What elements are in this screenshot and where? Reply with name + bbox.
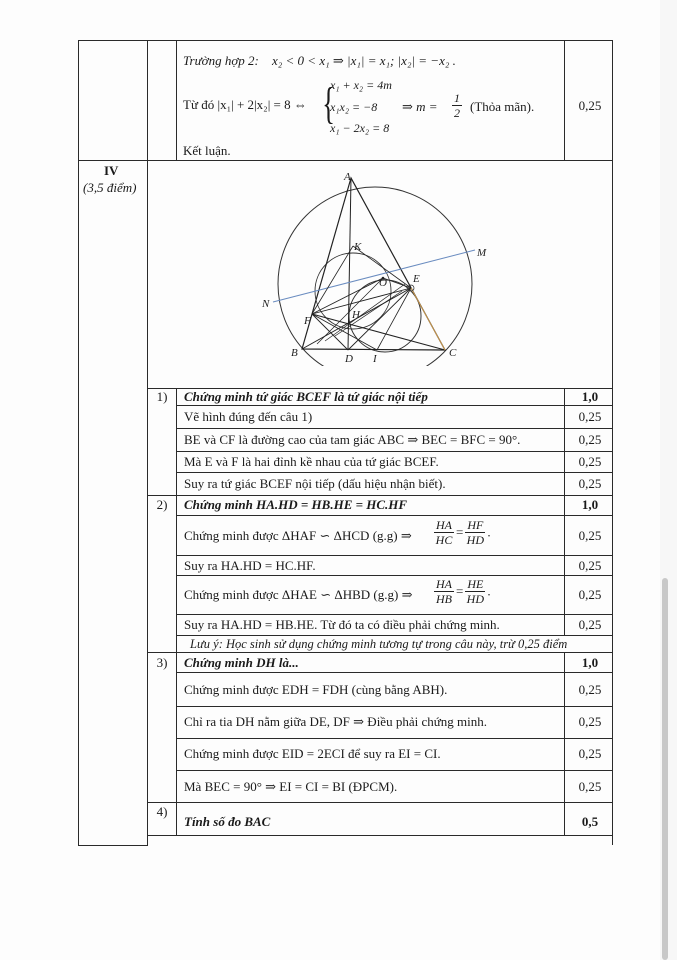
- label-o: O: [379, 277, 387, 289]
- label-h: H: [352, 309, 360, 321]
- q3-row-3-points: 0,25: [578, 746, 602, 761]
- result-prefix: ⇒ m =: [402, 99, 438, 114]
- case2-equation: Từ đó |x₁| + 2|x₂| = 8 ⇔: [183, 97, 307, 112]
- case2-label: Trường hợp 2:: [183, 53, 259, 68]
- q2-row-2: Suy ra HA.HD = HC.HF.: [184, 558, 316, 573]
- q2-note: Lưu ý: Học sinh sử dụng chứng minh tương tự trong câu này, trừ 0,25 điểm: [190, 637, 568, 651]
- q1-number: 1): [156, 389, 168, 404]
- q1-row-2-points: 0,25: [578, 432, 602, 447]
- q2-row-1-points: 0,25: [578, 528, 602, 543]
- q1-title-points: 1,0: [581, 389, 599, 404]
- q3-row-4: Mà BEC = 90° ⇒ EI = CI = BI (ĐPCM).: [184, 779, 398, 794]
- circumcircle: [278, 187, 472, 366]
- label-d: D: [345, 353, 353, 365]
- q2-row-4-points: 0,25: [578, 617, 602, 632]
- section-number: IV: [104, 163, 119, 178]
- q2-row-1-fractions: $\frac{HA}{HC}$ = $\frac{HF}{HD}$ .: [435, 518, 491, 547]
- q2-row-3: Chứng minh được ΔHAE ∽ ΔHBD (g.g) ⇒: [184, 587, 413, 602]
- q1-row-2: BE và CF là đường cao của tam giác ABC ⇒ BEC = BFC = 90°.: [184, 432, 521, 447]
- label-f: F: [304, 315, 311, 327]
- label-k: K: [354, 241, 362, 253]
- system-eq-1: x₁ + x₂ = 4m: [330, 78, 392, 92]
- q3-row-2: Chỉ ra tia DH nằm giữa DE, DF ⇒ Điều phải chứng minh.: [184, 714, 487, 729]
- q3-number: 3): [156, 655, 168, 670]
- q1-row-1-points: 0,25: [578, 409, 602, 424]
- q3-title: Chứng minh DH là...: [184, 655, 299, 670]
- result-suffix: (Thỏa mãn).: [470, 99, 535, 114]
- case2-points: 0,25: [578, 98, 602, 113]
- triangle-abc: [302, 178, 445, 350]
- q4-title-points: 0,5: [581, 814, 599, 829]
- q3-row-4-points: 0,25: [578, 779, 602, 794]
- q2-row-3-points: 0,25: [578, 587, 602, 602]
- label-m: M: [477, 247, 487, 259]
- q1-row-4: Suy ra tứ giác BCEF nội tiếp (dấu hiệu nhận biết).: [184, 476, 446, 491]
- q2-row-4: Suy ra HA.HD = HB.HE. Từ đó ta có điều phải chứng minh.: [184, 617, 500, 632]
- system-eq-2: x₁x₂ = −8: [330, 100, 378, 114]
- label-e: E: [413, 273, 420, 285]
- q4-number: 4): [156, 804, 168, 819]
- q3-row-1: Chứng minh được EDH = FDH (cùng bằng ABH).: [184, 682, 448, 697]
- label-a: A: [344, 171, 351, 183]
- q1-row-3: Mà E và F là hai đỉnh kề nhau của tứ giác BCEF.: [184, 454, 439, 469]
- q3-row-2-points: 0,25: [578, 714, 602, 729]
- result-fraction: $\frac{1}{2}$: [454, 91, 460, 120]
- q1-row-1: Vẽ hình đúng đến câu 1): [184, 409, 313, 424]
- system-brace: {: [322, 79, 335, 128]
- q2-title: Chứng minh HA.HD = HB.HE = HC.HF: [184, 497, 408, 512]
- case2-conclusion: Kết luận.: [183, 143, 231, 158]
- geometry-diagram: [255, 166, 505, 366]
- q3-row-3: Chứng minh được EID = 2ECI để suy ra EI = CI.: [184, 746, 441, 761]
- q2-title-points: 1,0: [581, 497, 599, 512]
- q2-row-1: Chứng minh được ΔHAF ∽ ΔHCD (g.g) ⇒: [184, 528, 412, 543]
- q3-row-1-points: 0,25: [578, 682, 602, 697]
- label-i: I: [373, 353, 377, 365]
- section-score: (3,5 điểm): [83, 180, 137, 195]
- label-c: C: [449, 347, 457, 359]
- q1-row-4-points: 0,25: [578, 476, 602, 491]
- system-eq-3: x₁ − 2x₂ = 8: [330, 121, 390, 135]
- q2-row-3-fractions: $\frac{HA}{HB}$ = $\frac{HE}{HD}$ .: [436, 577, 491, 606]
- q1-title: Chứng minh tứ giác BCEF là tứ giác nội tiếp: [184, 389, 428, 404]
- label-n: N: [262, 298, 270, 310]
- q4-title: Tính số đo BAC: [184, 814, 271, 829]
- q2-number: 2): [156, 497, 168, 512]
- label-b: B: [291, 347, 298, 359]
- q3-title-points: 1,0: [581, 655, 599, 670]
- q2-row-2-points: 0,25: [578, 558, 602, 573]
- case2-condition: x₂ < 0 < x₁ ⇒ |x₁| = x₁; |x₂| = −x₂ .: [272, 53, 456, 68]
- q1-row-3-points: 0,25: [578, 454, 602, 469]
- scrollbar-thumb[interactable]: [662, 578, 668, 960]
